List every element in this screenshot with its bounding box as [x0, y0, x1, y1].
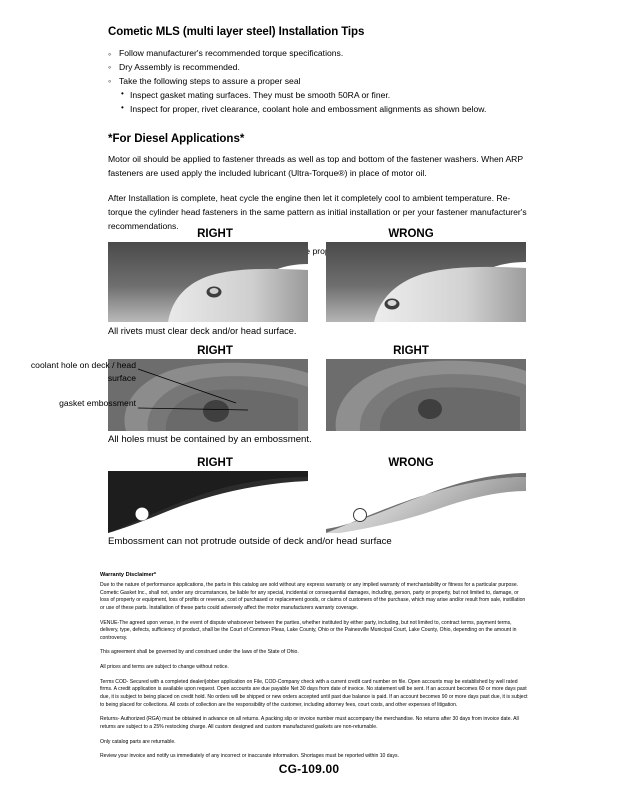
list-item: ◦ Dry Assembly is recommended. — [108, 61, 528, 75]
figure-label-wrong: WRONG — [388, 457, 434, 470]
diesel-paragraph-1: Motor oil should be applied to fastener threads as well as top and bottom of the fastener washers. When ARP fasteners are used apply the included lubricant (Ultra-Torque®) in place of motor oil. — [108, 153, 523, 178]
figure-group-holes — [30, 345, 528, 447]
figure-label-right: RIGHT — [197, 228, 233, 240]
warranty-paragraph: Review your invoice and notify us immediately of any incorrect or inaccurate information. Shortages must be reported within 10 days. — [100, 753, 399, 760]
figure-image-emboss-wrong — [326, 471, 526, 533]
page-title: Cometic MLS (multi layer steel) Installation Tips — [108, 26, 365, 38]
figure-group-rivets — [108, 228, 528, 337]
warranty-paragraph: This agreement shall be governed by and construed under the laws of the State of Ohio. — [100, 649, 299, 656]
list-item: ◦ Take the following steps to assure a proper seal — [108, 75, 528, 89]
diesel-paragraph-3: proper — [312, 245, 338, 256]
figure-image-hole-contained — [108, 359, 308, 431]
figure-label-right-1: RIGHT — [197, 345, 233, 358]
figure-labels — [108, 457, 528, 469]
figure-image-hole-contained-2 — [326, 359, 526, 431]
figure-caption-rivets: All rivets must clear deck and/or head surface. — [108, 326, 297, 336]
figure-row — [108, 242, 528, 322]
figure-image-rivet-wrong — [326, 242, 526, 322]
figure-labels — [108, 345, 528, 357]
diesel-paragraph-2: After Installation is complete, heat cycle the engine then let it completely cool to ambient temperature. Re-torque the cylinder head fasteners in the same pattern as initial installation or per your fastener manufacturer's recommendations. — [108, 192, 527, 231]
warranty-paragraph: All prices and terms are subject to change without notice. — [100, 664, 229, 671]
figure-section — [30, 228, 528, 555]
figure-label-wrong: WRONG — [388, 228, 434, 240]
installation-tips-sublist — [108, 89, 528, 117]
annotation-gasket-embossment-text: gasket embossment — [59, 398, 136, 409]
annotation-gasket-embossment — [6, 397, 136, 409]
list-item: ◦ Follow manufacturer's recommended torque specifications. — [108, 47, 528, 61]
diesel-section-heading: *For Diesel Applications* — [108, 132, 245, 145]
document-id: CG-109.00 — [278, 762, 340, 776]
annotation-coolant-hole-text: coolant hole on deck / head surface — [30, 360, 136, 383]
list-item: • Inspect gasket mating surfaces. They must be smooth 50RA or finer. — [121, 89, 528, 103]
figure-labels — [108, 228, 528, 240]
annotation-coolant-hole — [16, 359, 136, 384]
warranty-section — [100, 572, 528, 768]
figure-group-protrusion — [108, 457, 528, 549]
warranty-heading: Warranty Disclaimer* — [100, 572, 157, 578]
figure-caption-protrusion: Embossment can not protrude outside of deck and/or head surface — [108, 536, 392, 548]
figure-label-right-2: RIGHT — [393, 345, 429, 358]
figure-row — [108, 471, 528, 533]
warranty-paragraph: Only catalog parts are returnable. — [100, 738, 176, 745]
warranty-paragraph: Due to the nature of performance applications, the parts in this catalog are sold without any express warranty or any implied warranty of merchantability or fitness for a particular purpose. Cometic Gasket Inc., shall not, under any circumstances, be liable for any special, incidental or consequential damages, including, person, party or property, but not limited to, damage, or loss of property or equipment, loss of profits or revenue, cost of purchased or replacement goods, or claims of customers of the purchase, which may arise and/or result from sale, instillation or use of these parts. Installation of these parts could adversely affect the motor manufacturers warranty coverage. — [100, 582, 526, 611]
warranty-paragraph: VENUE-The agreed upon venue, in the event of dispute whatsoever between the parties, whether instituted by either party, including, but not limited to, contract terms, payment terms, delivery, type, defects, sufficiency of product, shall be the Court of Common Pleas, Lake County, Ohio or the Painesville Municipal Court, Lake County, Ohio, depending on the amount in controversy. — [100, 619, 517, 641]
list-item: • Inspect for proper, rivet clearance, coolant hole and embossment alignments as shown below. — [121, 103, 528, 117]
figure-label-right: RIGHT — [197, 457, 233, 470]
figure-caption-holes: All holes must be contained by an embossment. — [108, 434, 312, 446]
figure-row — [108, 359, 528, 431]
installation-tips-list — [108, 47, 528, 89]
document-body — [108, 26, 528, 258]
figure-image-emboss-right — [108, 471, 308, 533]
figure-image-rivet-right — [108, 242, 308, 322]
warranty-paragraph: Returns- Authorized (RGA) must be obtained in advance on all returns. A packing slip or invoice number must accompany the merchandise. No returns after 30 days from invoice date. All returns are subject to a 25% restocking charge. All custom designed and custom manufactured gaskets are non-returnable. — [100, 716, 519, 730]
warranty-paragraph: Terms COD- Secured with a completed dealer/jobber application on File, COD-Company check with a current credit card number on file. Open accounts may be established by well rated firms. A credit application is available upon request. Open accounts are due payable Net 30 days from date of invoice. No statement will be sent. If an account becomes 60 or more days past due, it is subject to being placed on credit hold. No orders will be shipped or new orders accepted until past due balance is paid. If an account becomes 90 or more days past due, it is subject to being placed for collections. All costs of collection are the responsibility of the customer, including attorney fees, court costs, and other expenses of litigation. — [100, 678, 528, 708]
